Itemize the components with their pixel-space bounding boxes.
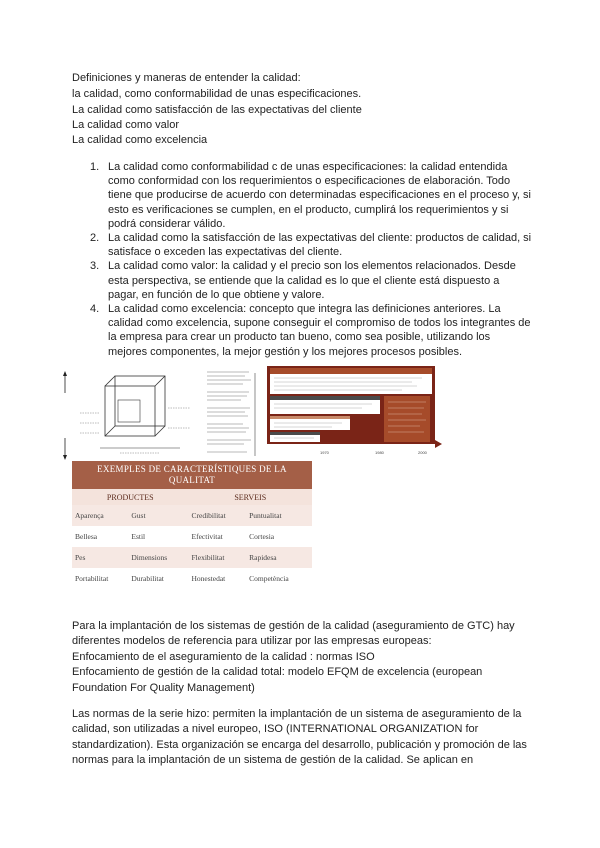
table-row: Bellesa Estil Efectivitat Cortesia (72, 526, 312, 547)
list-item: 1. La calidad como conformabilidad c de unas especificaciones: la calidad entendida como conformidad con los requerimientos o especificaciones de elaboración. Todo tiene que producirse de acuerdo con determinadas especificaciones en el proceso y, si esto es verificaciones se cumplen, en el producto, cumplirá los requerimientos y si podrá considerar válido. (90, 161, 531, 230)
table-title: EXEMPLES DE CARACTERÍSTIQUES DE LA QUALITAT (72, 461, 312, 489)
table-row: Aparença Gust Credibilitat Puntualitat (72, 505, 312, 526)
table-row: Pes Dimensions Flexibilitat Rapidesa (72, 547, 312, 568)
quality-cube-diagram (60, 368, 195, 463)
definitions-list (72, 160, 532, 359)
intro-line: La calidad como excelencia (72, 134, 208, 146)
axis-tick: 1970 (320, 450, 329, 455)
axis-tick: 1980 (375, 450, 384, 455)
text-column-figure (205, 368, 257, 460)
products-header: PRODUCTES (72, 489, 189, 505)
table-row: Portabilitat Durabilitat Honestedat Competència (72, 568, 312, 589)
intro-line: La calidad como valor (72, 119, 180, 131)
intro-line: la calidad, como conformabilidad de unas especificaciones. (72, 88, 362, 100)
list-item: 4. La calidad como excelencia: concepto que integra las definiciones anteriores. La calidad como excelencia, supone conseguir el compromiso de todos los integrantes de la empresa para crear un producto tan bueno, como sea posible, utilizando los mejores componentes, la mejor gestión y los mejores procesos posibles. (90, 303, 531, 358)
list-item: 2. La calidad como la satisfacción de las expectativas del cliente: productos de calidad, si satisface o exceden las expectativas del cliente. (90, 232, 532, 259)
quality-evolution-figure (262, 366, 442, 448)
iso-paragraph: Las normas de la serie hizo: permiten la implantación de un sistema de aseguramiento de la calidad, son utilizadas a nivel europeo, ISO (INTERNATIONAL ORGANIZATION for standardization). Esta organización se encarga del desarrollo, publicación y promoción de las normas para la implantación de un sistema de gestión de la calidad. Se aplican en (72, 708, 527, 767)
intro-line: La calidad como satisfacción de las expectativas del cliente (72, 104, 362, 116)
quality-characteristics-table (72, 461, 312, 589)
services-header: SERVEIS (189, 489, 312, 505)
intro-heading: Definiciones y maneras de entender la calidad: (72, 72, 301, 84)
list-item: 3. La calidad como valor: la calidad y el precio son los elementos relacionados. Desde esta perspectiva, se entiende que la calidad es lo que el cliente está dispuesto a pagar, en función de lo que obtiene y valore. (90, 260, 516, 301)
axis-tick: 2000 (418, 450, 427, 455)
implementation-paragraph: Para la implantación de los sistemas de gestión de la calidad (aseguramiento de GTC) hay diferentes modelos de referencia para utilizar por las empresas europeas: Enfocamiento de el aseguramiento de la calidad : normas ISO Enfocamiento de gestión de la calidad total: modelo EFQM de excelencia (european Foundation For Quality Management) (72, 620, 515, 694)
